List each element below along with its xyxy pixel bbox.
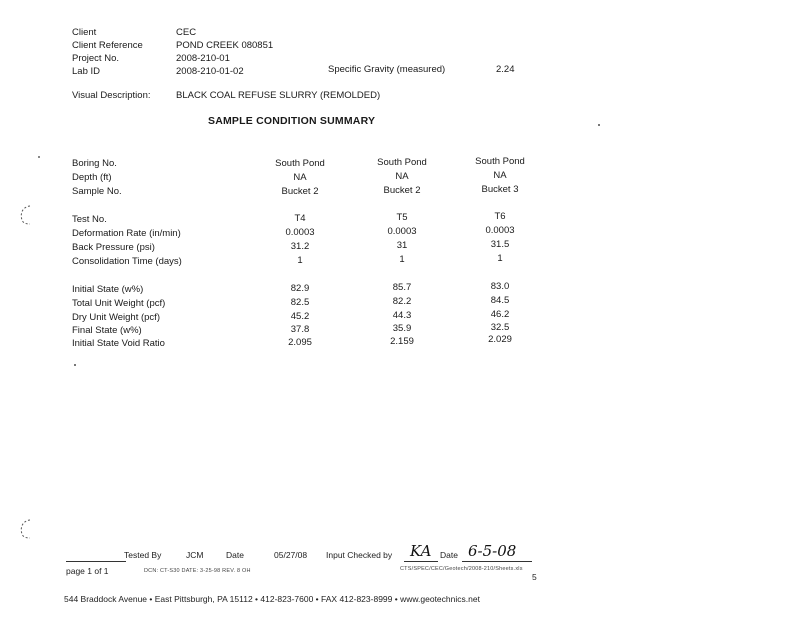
cell-test-no-1: T4 [294,213,306,224]
cell-total-unit-weight-1: 82.5 [290,297,310,308]
cell-initial-void-ratio-3: 2.029 [488,334,512,345]
cell-initial-state-w-2: 85.7 [392,282,412,293]
lab-id-value: 2008-210-01-02 [176,66,244,77]
date2-label: Date [440,550,458,560]
cell-sample-no-3: Bucket 3 [481,184,519,195]
client-reference-value: POND CREEK 080851 [176,40,274,51]
row-label-dry-unit-weight: Dry Unit Weight (pcf) [72,312,160,323]
lab-id-label: Lab ID [72,66,100,77]
date2-rule [462,561,532,562]
scan-speck [598,124,600,126]
cell-dry-unit-weight-2: 44.3 [392,310,412,321]
cell-depth-2: NA [395,171,409,182]
row-label-initial-state-w: Initial State (w%) [72,284,144,295]
cell-deformation-rate-1: 0.0003 [285,227,315,238]
specific-gravity-label: Specific Gravity (measured) [328,64,446,75]
tested-by-rule [66,561,126,562]
cell-back-pressure-2: 31 [396,240,408,251]
row-label-total-unit-weight: Total Unit Weight (pcf) [72,298,166,309]
cell-consolidation-time-3: 1 [497,253,503,264]
cell-boring-no-2: South Pond [377,157,427,168]
row-label-consolidation-time: Consolidation Time (days) [72,256,182,267]
cell-deformation-rate-3: 0.0003 [485,225,515,236]
cell-test-no-3: T6 [494,211,506,222]
cell-test-no-2: T5 [396,212,408,223]
punch-hole-mark-top [18,204,32,229]
cell-consolidation-time-1: 1 [297,255,303,266]
client-reference-label: Client Reference [72,40,143,51]
row-label-initial-void-ratio: Initial State Void Ratio [72,338,165,349]
page-title: SAMPLE CONDITION SUMMARY [208,115,376,127]
checked-by-signature: KA [410,542,432,560]
row-label-final-state-w: Final State (w%) [72,325,142,336]
cell-final-state-w-3: 32.5 [490,322,510,333]
project-number-value: 2008-210-01 [176,53,230,64]
cell-total-unit-weight-3: 84.5 [490,295,510,306]
cell-back-pressure-1: 31.2 [290,241,310,252]
input-checked-by-label: Input Checked by [326,550,393,560]
cell-final-state-w-2: 35.9 [392,323,412,334]
cell-dry-unit-weight-1: 45.2 [290,311,310,322]
cell-initial-state-w-1: 82.9 [290,283,310,294]
cell-boring-no-3: South Pond [475,156,525,167]
cell-deformation-rate-2: 0.0003 [387,226,417,237]
cell-final-state-w-1: 37.8 [290,324,310,335]
tested-by-label: Tested By [124,550,162,560]
row-label-boring-no: Boring No. [72,158,117,169]
tested-by-value: JCM [186,550,204,560]
date-value: 05/27/08 [274,550,308,560]
visual-description-label: Visual Description: [72,90,151,101]
checked-by-rule [404,561,438,562]
company-address: 544 Braddock Avenue • East Pittsburgh, PA 15112 • 412-823-7600 • FAX 412-823-8999 • www.geotechnics.net [64,594,480,604]
cell-sample-no-1: Bucket 2 [281,186,319,197]
row-label-back-pressure: Back Pressure (psi) [72,242,155,253]
cell-depth-3: NA [493,170,507,181]
cell-depth-1: NA [293,172,307,183]
client-label: Client [72,27,97,38]
client-value: CEC [176,27,197,38]
cell-initial-void-ratio-2: 2.159 [390,336,414,347]
row-label-sample-no: Sample No. [72,186,122,197]
page-number: page 1 of 1 [66,566,109,576]
cell-initial-state-w-3: 83.0 [490,281,510,292]
cell-total-unit-weight-2: 82.2 [392,296,412,307]
punch-hole-mark-bottom [18,518,32,543]
specific-gravity-value: 2.24 [496,64,515,75]
row-label-test-no: Test No. [72,214,107,225]
page-mark: 5 [532,572,537,582]
cell-consolidation-time-2: 1 [399,254,405,265]
date-label: Date [226,550,244,560]
cell-sample-no-2: Bucket 2 [383,185,421,196]
cell-boring-no-1: South Pond [275,158,325,169]
cell-back-pressure-3: 31.5 [490,239,510,250]
document-control-number: DCN: CT-S30 DATE: 3-25-98 REV. 8 OH [144,568,251,574]
date2-signature: 6-5-08 [468,542,517,560]
scan-speck [38,156,40,158]
cell-initial-void-ratio-1: 2.095 [288,337,312,348]
cell-dry-unit-weight-3: 46.2 [490,309,510,320]
row-label-depth: Depth (ft) [72,172,112,183]
visual-description-value: BLACK COAL REFUSE SLURRY (REMOLDED) [176,90,381,101]
scan-speck [74,364,76,366]
file-path: CTS/SPEC/CEC/Geotech/2008-210/Sheets.xls [400,566,523,572]
project-number-label: Project No. [72,53,119,64]
row-label-deformation-rate: Deformation Rate (in/min) [72,228,181,239]
